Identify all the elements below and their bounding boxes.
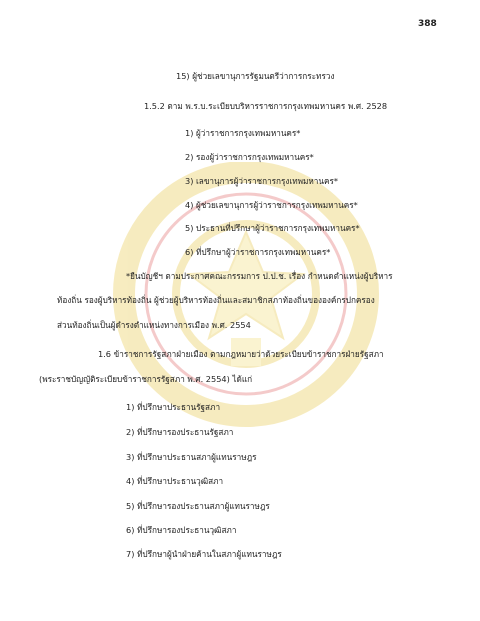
section-1-6-heading: 1.6 ข้าราชการรัฐสภาฝ่ายเมือง ตามกฎหมายว่าด้วยระเบียบข้าราชการฝ่ายรัฐสภา xyxy=(98,349,384,359)
bkk-item-5: 5) ประธานที่ปรึกษาผู้ว่าราชการกรุงเทพมหานคร* xyxy=(185,223,360,233)
parliament-item-4: 4) ที่ปรึกษาประธานวุฒิสภา xyxy=(126,476,224,486)
item-15-ministerial-assistant-secretary: 15) ผู้ช่วยเลขานุการรัฐมนตรีว่าการกระทรวง xyxy=(176,71,335,81)
parliament-item-7: 7) ที่ปรึกษาผู้นำฝ่ายค้านในสภาผู้แทนราษฎร xyxy=(126,549,282,559)
bkk-item-2: 2) รองผู้ว่าราชการกรุงเทพมหานคร* xyxy=(185,152,314,162)
page-number: 388 xyxy=(418,19,437,29)
parliament-item-3: 3) ที่ปรึกษาประธานสภาผู้แทนราษฎร xyxy=(126,452,257,462)
section-1-6-subheading: (พระราชบัญญัติระเบียบข้าราชการรัฐสภา พ.ศ. 2554) ได้แก่ xyxy=(39,374,253,384)
footnote-line-2: ท้องถิ่น รองผู้บริหารท้องถิ่น ผู้ช่วยผู้บริหารท้องถิ่นและสมาชิกสภาท้องถิ่นขององค์กรปกครอง xyxy=(57,295,375,305)
section-1-5-2-heading: 1.5.2 ตาม พ.ร.บ.ระเบียบบริหารราชการกรุงเทพมหานคร พ.ศ. 2528 xyxy=(144,101,388,111)
footnote-line-3: ส่วนท้องถิ่นเป็นผู้ดำรงตำแหน่งทางการเมือง พ.ศ. 2554 xyxy=(57,320,251,330)
footnote-line-1: *ยืนบัญชีฯ ตามประกาศคณะกรรมการ ป.ป.ช. เรื่อง กำหนดตำแหน่งผู้บริหาร xyxy=(126,271,393,281)
bkk-item-1: 1) ผู้ว่าราชการกรุงเทพมหานคร* xyxy=(185,128,301,138)
parliament-item-5: 5) ที่ปรึกษารองประธานสภาผู้แทนราษฎร xyxy=(126,501,270,511)
parliament-item-6: 6) ที่ปรึกษารองประธานวุฒิสภา xyxy=(126,525,237,535)
bkk-item-3: 3) เลขานุการผู้ว่าราชการกรุงเทพมหานคร* xyxy=(185,176,338,186)
parliament-item-1: 1) ที่ปรึกษาประธานรัฐสภา xyxy=(126,402,221,412)
bkk-item-4: 4) ผู้ช่วยเลขานุการผู้ว่าราชการกรุงเทพมหานคร* xyxy=(185,200,358,210)
bkk-item-6: 6) ที่ปรึกษาผู้ว่าราชการกรุงเทพมหานคร* xyxy=(185,247,331,257)
parliament-item-2: 2) ที่ปรึกษารองประธานรัฐสภา xyxy=(126,427,234,437)
